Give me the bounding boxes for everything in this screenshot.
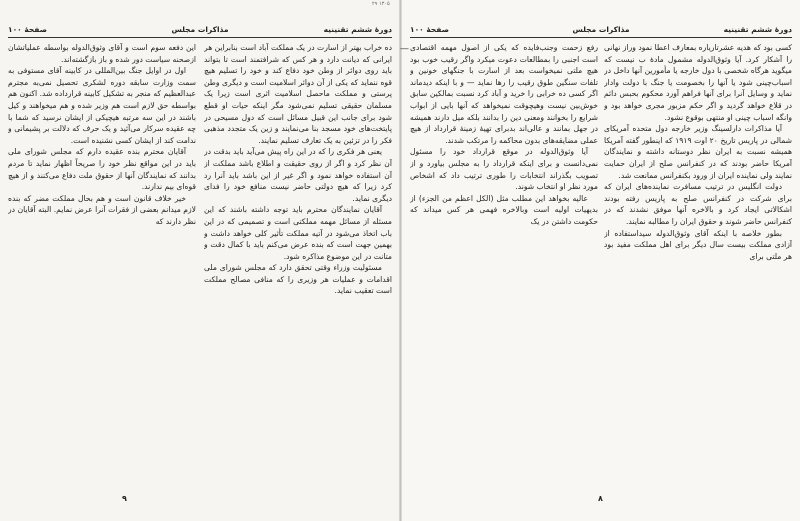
paragraph: بطور خلاصه با اینکه آقای وثوق‌الدوله سیداستفاده از آزادی مملکت بیست سال دیگر برای اهل مملکت مفید بود هر ملتی برای <box>604 228 792 261</box>
page-number: ۸ <box>598 494 603 503</box>
text-column-left <box>8 42 196 480</box>
text-column-right <box>204 42 392 480</box>
session-label: دورهٔ ششم تقنینیه <box>723 25 792 34</box>
paragraph: یعنی هر فکری را که در این راه پیش می‌آید باید بدقت در آن نظر کرد و اگر از روی حقیقت و اطلاع باشد مملکت از آن استفاده خواهد نمود و اگر غیر از این باشد باید آنرا رد کرد زیرا که هیچ دولتی حاضر نیست منافع خود را فدای دیگری نماید. <box>204 147 392 203</box>
header-page-number: صفحهٔ ۱۰۰ <box>8 25 47 34</box>
header-page-number: صفحهٔ ۱۰۰ <box>410 25 449 34</box>
paragraph: رفع زحمت وجنب‌فایده که یکی از اصول مهمه اقتصادی است اجنبی را بمطالعات دعوت میکرد واگر رقیب خوب بود هیچ ملتی نمیخواست بعد از اسارت با جنگهای خونین و تلفات سنگین طوق رقیب را رها نماید — و با اینکه دیدماند اگر کسی ده خرابی را خرید و آباد کرد نسبت بمالکین سابق خوش‌بین نیست وهیچوقت نمیخواهد که آنها بایی از ابواب شرایع را بخوانند ومعنی دین را بدانند بلکه میل دارند همیشه در جهل بمانند و عالی‌اند بدبرای تهیهٔ زمینهٔ قرارداد از هیچ عملی مضایقه‌های بدون محاکمه را مرتکب شدند. <box>410 43 598 145</box>
paragraph: این دفعه سوم است و آقای وثوق‌الدوله بواسطه عملیاتشان ازصحنه سیاست دور شده و باز بازگشته‌اند. <box>8 43 196 64</box>
header-title: مذاکرات مجلس <box>171 25 229 34</box>
paragraph: دولت انگلیس در ترتیب مسافرت نماینده‌های ایران که برای شرکت در کنفرانس صلح به پاریس رفته بودند اشکالاتی ایجاد کرد و بالاخره آنها موفق نشدند که در کنفرانس حاضر شوند و حقوق ایران را مطالبه نمایند. <box>604 182 792 226</box>
paragraph: مسئولیت وزراء وقتی تحقق دارد که مجلس شورای ملی اقدامات و عملیات هر وزیری را که منافی مصالح مملکت است تعقیب نماید. <box>204 263 392 296</box>
paragraph: عالیه بخواهد این مطلب مثل (الکل اعظم من الجزء) از بدیهیات اولیه است وبالاخره فهمی هر کس میداند که حکومت داشتن در یک <box>410 193 598 226</box>
session-label: دورهٔ ششم تقنینیه <box>323 25 392 34</box>
header-title: مذاکرات مجلس <box>572 25 630 34</box>
paragraph: اول در اوایل جنگ بین‌المللی در کابینه آقای مستوفی به سمت وزارت سابقه دوره لشکری تحصیل نمی‌به مجترم عبدالعظیم که منجر به تشکیل کابینه قرارداده شد. اکنون هم بواسطه حق لازم است هم وزیر شده و هم میخواهند و کیل باشند در این سه مرتبه هیچیکی از ایشان نرسید که شما با چه عقیده سرکار می‌آئید و یک حرف که دلالت بر پشیمانی و ندامت کند از ایشان کسی نشنیده است. <box>8 66 196 145</box>
top-note: ۲۹ ۱۳۰۵ <box>372 1 390 7</box>
text-column-right <box>604 42 792 480</box>
paragraph: آیا مذاکرات دارلسینگ وزیر خارجه دول متحده آمریکای شمالی در پاریس تاریخ ۲۰ اوت ۱۹۱۹ که اینطور گفته آمریکا همیشه نسبت به ایران نظر دوستانه داشته و نمایندگان آمریکا حاضر بودند که در کنفرانس صلح از ایران حمایت نمایند ولی نماینده ایران از ورود بکنفرانس ممانعت شد. <box>604 124 792 180</box>
margin-mark: — <box>400 44 409 54</box>
paragraph: آقایان نمایندگان محترم باید توجه داشته باشند که این مسئله از مسائل مهمه مملکتی است و تصمیمی که در این باب اتخاذ می‌شود در آتیه مملکت تأثیر کلی خواهد داشت و بهمین جهت است که بنده عرض می‌کنم باید با کمال دقت و متانت در این موضوع مذاکره شود. <box>204 205 392 261</box>
page-header <box>410 25 792 38</box>
page-number: ۹ <box>122 494 127 503</box>
paragraph: آیا وثوق‌الدوله در موقع قرارداد خود را مسئول نمی‌دانست و برای اینکه قرارداد را به مجلس بیاورد و از تصویب بگذراند انتخابات را طوری ترتیب داد که اشخاص مورد نظر او انتخاب شوند. <box>410 147 598 192</box>
paragraph: ده خراب بهتر از اسارت در یک مملکت آباد است بنابراین هر ایرانی که دیانت دارد و هر کس که شرافتمند است تا بتواند باید روی دوائر از وطن خود دفاع کند و خود را تسلیم هیچ قوه ننماید که یکی از آن دوائر اسلامیت است و دیگری وطن پرستی و مملکت ماحصل اسلامیت اثری است زیرا یک مسلمان حقیقی تسلیم نمی‌شود مگر اینکه حیات او قطع شود برای جانب این قبیل مسائل است که دول مسیحی در پایتخت‌های خود مسجد بنا می‌نمایند و زین یک متجدد مذهبی فکر را در تزئین به یک تعارف تسلیم نمایند. <box>204 43 392 145</box>
page-header <box>8 25 392 38</box>
paragraph: کسی بود که هدیه عشرتاریاره بمعارف اعطا نمود وراز نهانی را آشکار کرد. آیا وثوق‌الدوله مشمول مادهٔ ب نیست که میگوید هرگاه شخصی با دول خارجه یا مأمورین آنها داخل در اسباب‌چینی شود یا آنها را بخصومت یا جنگ با دولت وادار نماید و وسایل آنرا برای آنها فراهم آورد محکوم بحبس دائم در قلاع خواهد گردید و اگر حکم مزبور مجری خواهد بود و وانگه اسباب چینی او منتهی بوقوع نشود. <box>604 43 792 122</box>
paragraph: خیر خلاف قانون است و هم بحال مملکت مضر که بنده لازم میدانم بعضی از فقرات آنرا عرض نمایم. البته آقایان در نظر دارند که <box>8 193 196 226</box>
text-column-left <box>410 42 598 480</box>
right-page <box>402 0 800 521</box>
paragraph: آقایان محترم بنده عقیده دارم که مجلس شورای ملی باید در این مواقع نظر خود را صریحاً اظهار نماید تا مردم بدانند که نمایندگان آنها از حقوق ملت دفاع می‌کنند و از هیچ قوه‌ای بیم ندارند. <box>8 147 196 192</box>
